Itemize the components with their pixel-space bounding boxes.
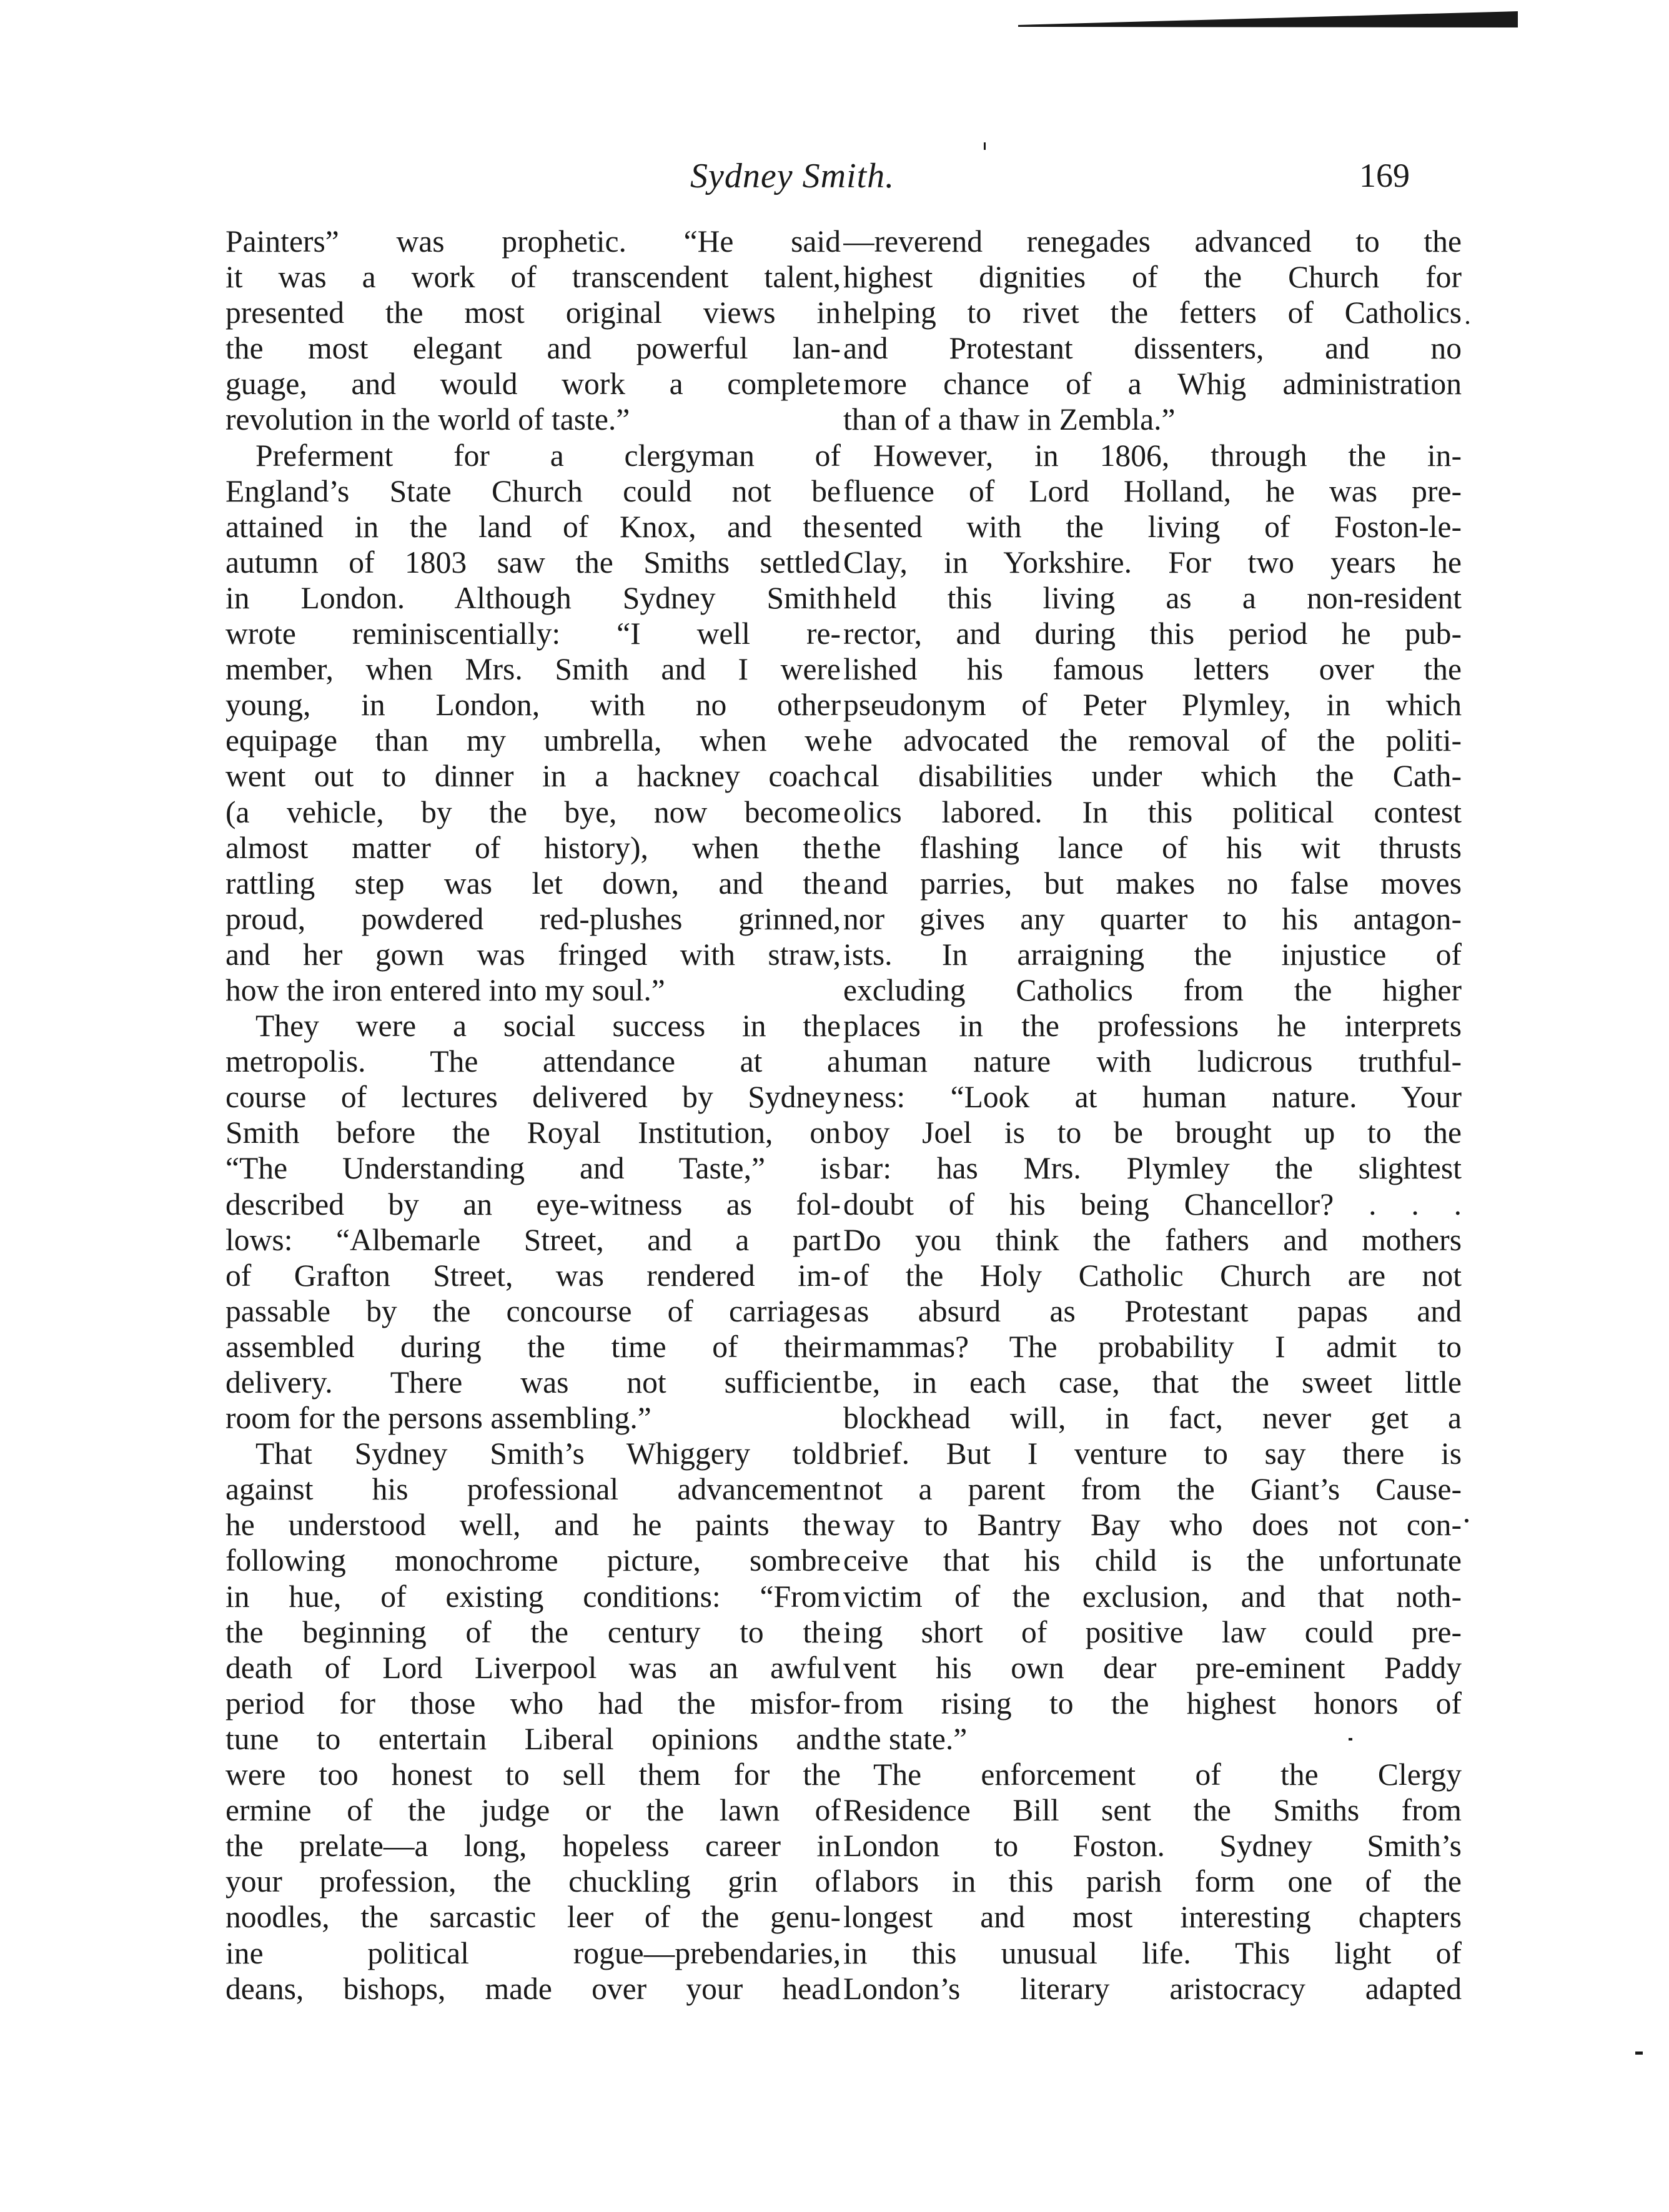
text-line: Smith before the Royal Institution, on xyxy=(225,1115,841,1150)
text-line: equipage than my umbrella, when we xyxy=(225,723,841,758)
text-line: lows: “Albemarle Street, and a part xyxy=(225,1222,841,1257)
text-line: almost matter of history), when the xyxy=(225,830,841,865)
text-line: death of Lord Liverpool was an awful xyxy=(225,1650,841,1685)
page-number: 169 xyxy=(1359,157,1410,194)
text-line: noodles, the sarcastic leer of the genu- xyxy=(225,1900,841,1935)
text-line: in London. Although Sydney Smith xyxy=(225,580,841,615)
text-line: young, in London, with no other xyxy=(225,688,841,723)
text-line: mammas? The probability I admit to xyxy=(843,1329,1462,1364)
text-line: wrote reminiscentially: “I well re- xyxy=(225,616,841,651)
text-line: brief. But I venture to say there is xyxy=(843,1436,1462,1471)
text-line: more chance of a Whig administration xyxy=(843,367,1462,402)
text-line: ing short of positive law could pre- xyxy=(843,1614,1462,1649)
text-line: against his professional advancement xyxy=(225,1472,841,1507)
text-line: autumn of 1803 saw the Smiths settled xyxy=(225,545,841,580)
text-line: longest and most interesting chapters xyxy=(843,1900,1462,1935)
text-line: assembled during the time of their xyxy=(225,1329,841,1364)
text-line: victim of the exclusion, and that noth- xyxy=(843,1579,1462,1614)
text-line: ine political rogue—prebendaries, xyxy=(225,1935,841,1970)
text-line: way to Bantry Bay who does not con- xyxy=(843,1508,1462,1543)
text-line: described by an eye-witness as fol- xyxy=(225,1187,841,1222)
text-line: They were a social success in the xyxy=(255,1009,841,1044)
text-line: ists. In arraigning the injustice of xyxy=(843,937,1462,972)
text-line: presented the most original views in xyxy=(225,295,841,330)
text-line: your profession, the chuckling grin of xyxy=(225,1864,841,1899)
text-line: be, in each case, that the sweet little xyxy=(843,1365,1462,1400)
text-line: places in the professions he interprets xyxy=(843,1009,1462,1044)
text-line: the state.” xyxy=(843,1721,968,1756)
text-line: ceive that his child is the unfortunate xyxy=(843,1543,1462,1578)
text-line: the most elegant and powerful lan- xyxy=(225,331,841,366)
text-line: metropolis. The attendance at a xyxy=(225,1044,841,1079)
text-line: proud, powdered red-plushes grinned, xyxy=(225,901,841,936)
text-line: Do you think the fathers and mothers xyxy=(843,1222,1462,1257)
text-line: nor gives any quarter to his antagon- xyxy=(843,901,1462,936)
text-line: England’s State Church could not be xyxy=(225,473,841,508)
scan-speck xyxy=(984,142,986,150)
text-line: and her gown was fringed with straw, xyxy=(225,937,841,972)
text-line: passable by the concourse of carriages xyxy=(225,1293,841,1328)
text-line: revolution in the world of taste.” xyxy=(225,402,630,437)
text-line: Clay, in Yorkshire. For two years he xyxy=(843,545,1462,580)
text-line: period for those who had the misfor- xyxy=(225,1686,841,1721)
text-line: rector, and during this period he pub- xyxy=(843,616,1462,651)
text-line: how the iron entered into my soul.” xyxy=(225,972,665,1007)
scan-speck xyxy=(1635,2052,1643,2055)
text-line: course of lectures delivered by Sydney xyxy=(225,1080,841,1115)
text-line: pseudonym of Peter Plymley, in which xyxy=(843,688,1462,723)
text-line: sented with the living of Foston-le- xyxy=(843,509,1462,544)
text-line: guage, and would work a complete xyxy=(225,367,841,402)
text-line: attained in the land of Knox, and the xyxy=(225,509,841,544)
text-line: he advocated the removal of the politi- xyxy=(843,723,1462,758)
text-line: Painters” was prophetic. “He said xyxy=(225,224,841,259)
text-line: highest dignities of the Church for xyxy=(843,260,1462,295)
text-line: the prelate—a long, hopeless career in xyxy=(225,1829,841,1864)
text-line: went out to dinner in a hackney coach xyxy=(225,759,841,794)
scan-speck xyxy=(1465,1519,1468,1523)
text-line: doubt of his being Chancellor? . . . xyxy=(843,1187,1462,1222)
text-line: olics labored. In this political contest xyxy=(843,794,1462,829)
text-line: bar: has Mrs. Plymley the slightest xyxy=(843,1151,1462,1186)
text-line: fluence of Lord Holland, he was pre- xyxy=(843,473,1462,508)
text-line: than of a thaw in Zembla.” xyxy=(843,402,1176,437)
text-line: of Grafton Street, was rendered im- xyxy=(225,1258,841,1293)
text-line: That Sydney Smith’s Whiggery told xyxy=(255,1436,841,1471)
text-line: —reverend renegades advanced to the xyxy=(843,224,1462,259)
text-line: Residence Bill sent the Smiths from xyxy=(843,1793,1462,1828)
text-line: helping to rivet the fetters of Catholics xyxy=(843,295,1462,330)
text-line: from rising to the highest honors of xyxy=(843,1686,1462,1721)
text-line: the flashing lance of his wit thrusts xyxy=(843,830,1462,865)
text-line: Preferment for a clergyman of xyxy=(255,438,841,473)
text-line: in this unusual life. This light of xyxy=(843,1935,1462,1970)
text-line: as absurd as Protestant papas and xyxy=(843,1293,1462,1328)
text-line: following monochrome picture, sombre xyxy=(225,1543,841,1578)
right-column xyxy=(843,224,1462,2007)
text-line: boy Joel is to be brought up to the xyxy=(843,1115,1462,1150)
text-line: ermine of the judge or the lawn of xyxy=(225,1793,841,1828)
text-line: he understood well, and he paints the xyxy=(225,1508,841,1543)
text-line: The enforcement of the Clergy xyxy=(873,1757,1462,1792)
text-line: human nature with ludicrous truthful- xyxy=(843,1044,1462,1079)
running-title: Sydney Smith. xyxy=(690,157,895,195)
text-line: deans, bishops, made over your head xyxy=(225,1971,841,2006)
text-line: held this living as a non-resident xyxy=(843,580,1462,615)
text-line: rattling step was let down, and the xyxy=(225,866,841,901)
scan-speck xyxy=(1349,1738,1352,1740)
text-line: (a vehicle, by the bye, now become xyxy=(225,794,841,829)
text-line: labors in this parish form one of the xyxy=(843,1864,1462,1899)
left-column xyxy=(225,224,841,2007)
text-line: were too honest to sell them for the xyxy=(225,1757,841,1792)
text-line: London to Foston. Sydney Smith’s xyxy=(843,1829,1462,1864)
text-line: ness: “Look at human nature. Your xyxy=(843,1080,1462,1115)
text-line: cal disabilities under which the Cath- xyxy=(843,759,1462,794)
text-line: excluding Catholics from the higher xyxy=(843,972,1462,1007)
text-line: However, in 1806, through the in- xyxy=(873,438,1462,473)
page-header xyxy=(0,156,1669,206)
text-line: vent his own dear pre-eminent Paddy xyxy=(843,1650,1462,1685)
text-line: not a parent from the Giant’s Cause- xyxy=(843,1472,1462,1507)
text-line: in hue, of existing conditions: “From xyxy=(225,1579,841,1614)
scan-speck xyxy=(1466,321,1469,324)
text-line: London’s literary aristocracy adapted xyxy=(843,1971,1462,2006)
text-line: lished his famous letters over the xyxy=(843,652,1462,687)
top-rule-decoration xyxy=(1018,11,1518,27)
text-line: tune to entertain Liberal opinions and xyxy=(225,1721,841,1756)
text-line: delivery. There was not sufficient xyxy=(225,1365,841,1400)
text-line: it was a work of transcendent talent, xyxy=(225,260,841,295)
text-line: “The Understanding and Taste,” is xyxy=(225,1151,841,1186)
text-line: and Protestant dissenters, and no xyxy=(843,331,1462,366)
text-line: blockhead will, in fact, never get a xyxy=(843,1401,1462,1436)
text-line: room for the persons assembling.” xyxy=(225,1401,651,1436)
text-line: and parries, but makes no false moves xyxy=(843,866,1462,901)
text-line: member, when Mrs. Smith and I were xyxy=(225,652,841,687)
text-line: of the Holy Catholic Church are not xyxy=(843,1258,1462,1293)
text-line: the beginning of the century to the xyxy=(225,1614,841,1649)
